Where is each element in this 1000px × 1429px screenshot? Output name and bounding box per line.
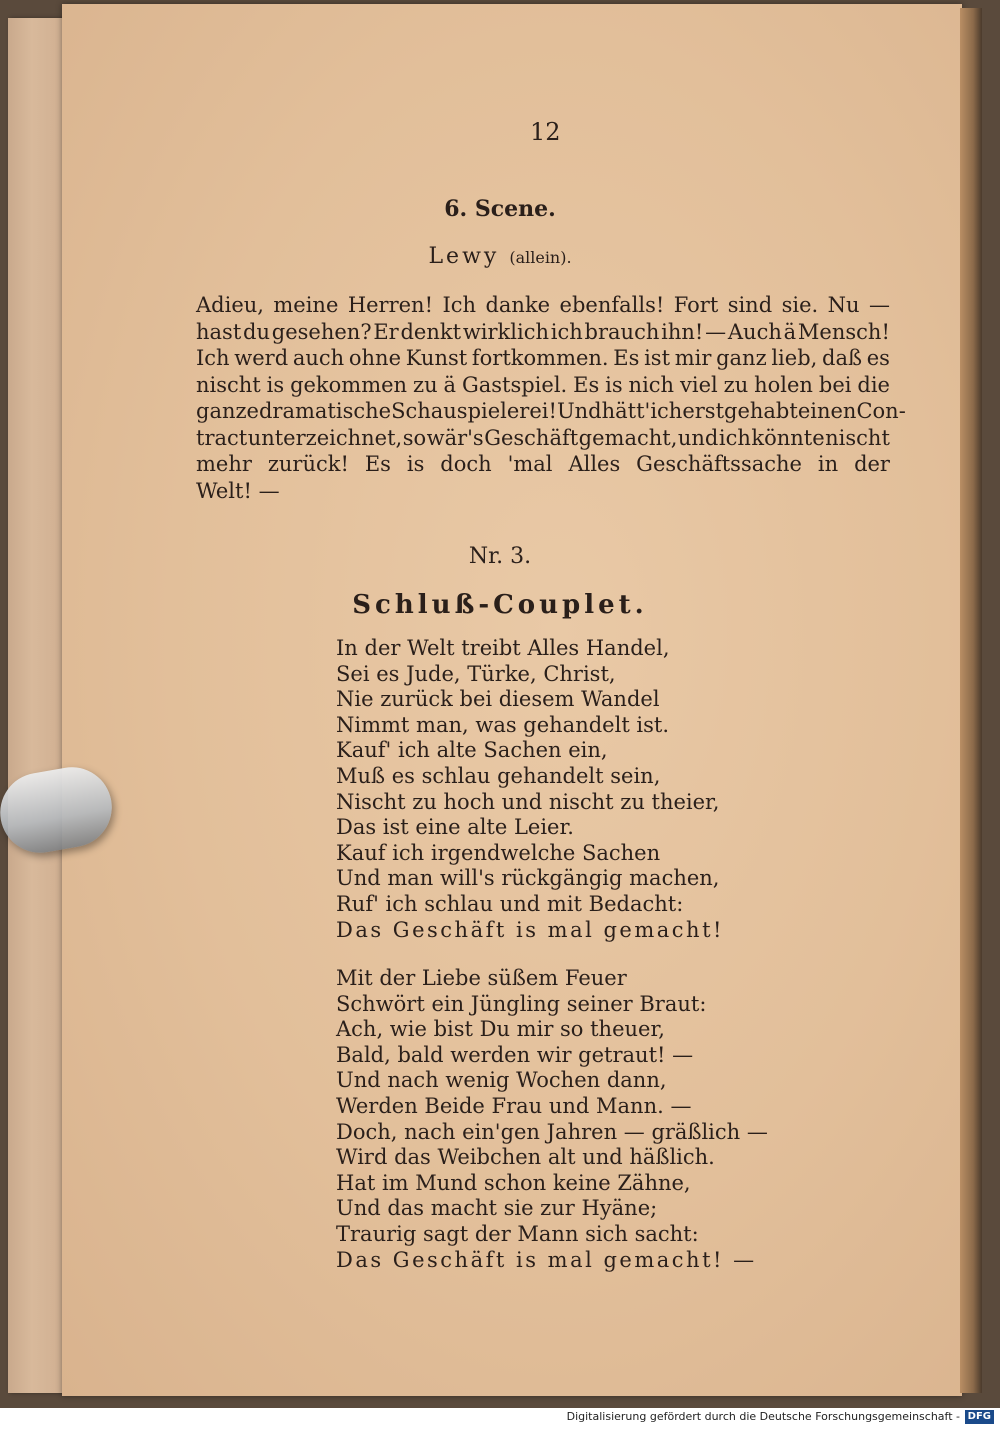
verse-line: Traurig sagt der Mann sich sacht: [336, 1221, 699, 1246]
verse-line: Ruf' ich schlau und mit Bedacht: [336, 891, 684, 916]
prose-word: danke [485, 293, 551, 317]
prose-word: Geschäft [484, 425, 579, 450]
verse-line: Kauf ich irgendwelche Sachen [336, 840, 661, 865]
page-stack-edge [8, 18, 68, 1393]
verse-line: Doch, nach ein'gen Jahren — gräßlich — [336, 1119, 768, 1144]
prose-word: zu [723, 372, 749, 397]
verse-line: Nimmt man, was gehandelt ist. [336, 712, 670, 737]
prose-word: die [857, 372, 890, 397]
prose-word: ihn! [661, 319, 704, 344]
prose-word: ganz [716, 346, 767, 370]
prose-word: Es [573, 372, 600, 397]
prose-line [196, 319, 890, 346]
verse-line: In der Welt treibt Alles Handel, [336, 636, 670, 660]
verse-line: Kauf' ich alte Sachen ein, [336, 738, 608, 763]
prose-word: brauch [584, 319, 660, 344]
prose-word: mehr [196, 452, 252, 476]
stanza-1 [336, 636, 724, 943]
prose-word: ich [550, 319, 583, 344]
monologue-paragraph [196, 292, 906, 504]
prose-word: erst [682, 399, 725, 423]
verse-line: Mit der Liebe süßem Feuer [336, 966, 627, 990]
prose-word: gesehen? [271, 319, 372, 344]
prose-word: denkt [400, 319, 462, 344]
prose-word: nischt [196, 372, 261, 397]
prose-word: Ich [196, 346, 230, 370]
verse-line: Wird das Weibchen alt und häßlich. [336, 1145, 715, 1170]
prose-line [196, 425, 890, 452]
prose-word: holen [754, 372, 813, 397]
prose-word: Auch [727, 319, 782, 344]
prose-word: ganze [196, 399, 259, 423]
prose-word: Schauspielerei! [391, 399, 557, 423]
prose-word: der [854, 452, 890, 476]
speaker-note: (allein). [509, 248, 572, 267]
prose-word: zu [413, 372, 438, 397]
prose-word: Geschäftssache [636, 452, 802, 476]
prose-word: Er [373, 319, 399, 344]
prose-word: einen [797, 399, 857, 423]
prose-word: ebenfalls! [559, 293, 665, 317]
verse-line: Bald, bald werden wir getraut! — [336, 1042, 694, 1067]
stanza-2 [336, 966, 768, 1273]
verse-line: Und das macht sie zur Hyäne; [336, 1196, 658, 1221]
verse-line: Sei es Jude, Türke, Christ, [336, 661, 616, 686]
prose-word: Ich [442, 293, 477, 317]
prose-word: es [866, 346, 890, 370]
prose-word: Nu [827, 293, 860, 317]
prose-word: auch [292, 346, 345, 370]
prose-word: ä [783, 319, 797, 344]
speaker-name: Lewy [428, 244, 500, 269]
prose-line [196, 372, 890, 399]
verse-line: Und nach wenig Wochen dann, [336, 1068, 667, 1093]
couplet-title: Schluß-Couplet. [352, 590, 648, 620]
prose-word: hast [196, 319, 242, 344]
verse-line: Schwört ein Jüngling seiner Braut: [336, 991, 707, 1016]
prose-word: wär's [426, 425, 484, 450]
number-title: Nr. 3. [468, 544, 532, 569]
prose-word: Herren! [347, 293, 434, 317]
prose-word: — [705, 319, 727, 344]
prose-word: ä [443, 372, 457, 397]
prose-word: könnte [751, 425, 825, 450]
prose-word: meine [273, 293, 339, 317]
verse-refrain: Das Geschäft is mal gemacht! [336, 917, 724, 942]
page-number: 12 [530, 118, 561, 146]
prose-line [196, 292, 890, 319]
prose-word: dramatische [258, 399, 392, 423]
prose-word: Adieu, [196, 293, 264, 317]
prose-word: tract [196, 425, 248, 450]
prose-word: wirklich [462, 319, 549, 344]
prose-word: is [266, 372, 285, 397]
prose-line [196, 345, 890, 372]
verse-line: Nischt zu hoch und nischt zu theier, [336, 789, 720, 814]
prose-word: nischt [825, 425, 890, 450]
prose-word: is [406, 452, 425, 476]
speaker-line [0, 244, 1000, 269]
prose-word: Con- [856, 399, 906, 423]
prose-word: so [402, 425, 427, 450]
prose-word: lieb, [771, 346, 818, 370]
verse-line: Hat im Mund schon keine Zähne, [336, 1170, 691, 1195]
digitization-credit: Digitalisierung gefördert durch die Deutsche Forschungsgemeinschaft - [566, 1410, 960, 1423]
prose-word: is [605, 372, 623, 397]
prose-word: doch [440, 452, 492, 476]
prose-line [196, 398, 906, 425]
prose-word: sie. [781, 293, 819, 317]
prose-word: gekommen [290, 372, 408, 397]
scene-title: 6. Scene. [444, 196, 556, 222]
prose-word: und [677, 425, 719, 450]
prose-word: gehabt [724, 399, 798, 423]
dfg-logo: DFG [965, 1410, 994, 1424]
verse-line: Das ist eine alte Leier. [336, 815, 574, 840]
prose-word: hätt' [601, 399, 651, 423]
prose-word: Mensch! [797, 319, 890, 344]
prose-word: viel [679, 372, 718, 397]
prose-word: gemacht, [578, 425, 678, 450]
prose-word: 'mal [507, 452, 553, 476]
prose-word: — [868, 293, 890, 317]
verse-line: Muß es schlau gehandelt sein, [336, 763, 661, 788]
prose-word: du [243, 319, 270, 344]
prose-word: daß [822, 346, 862, 370]
prose-word: ist [644, 346, 671, 370]
verse-refrain: Das Geschäft is mal gemacht! — [336, 1247, 757, 1272]
prose-word: fortkommen. [471, 346, 609, 370]
verse-line: Werden Beide Frau und Mann. — [336, 1093, 692, 1118]
prose-word: werd [234, 346, 289, 370]
prose-word: Alles [568, 452, 621, 476]
prose-word: Und [556, 399, 602, 423]
prose-word: mir [674, 346, 712, 370]
prose-word: zurück! [267, 452, 349, 476]
verse-line: Ach, wie bist Du mir so theuer, [336, 1017, 665, 1042]
prose-line: Welt! — [196, 478, 280, 503]
prose-word: Es [364, 452, 391, 476]
prose-line [196, 451, 890, 478]
verse-line: Und man will's rückgängig machen, [336, 866, 720, 891]
prose-word: bei [818, 372, 852, 397]
prose-word: Kunst [405, 346, 468, 370]
prose-word: unterzeichnet, [247, 425, 403, 450]
verse-line: Nie zurück bei diesem Wandel [336, 687, 660, 712]
prose-word: Gastspiel. [461, 372, 568, 397]
prose-word: in [817, 452, 839, 476]
prose-word: ich [650, 399, 683, 423]
prose-word: ich [718, 425, 751, 450]
prose-word: Es [613, 346, 640, 370]
prose-word: ohne [348, 346, 402, 370]
prose-word: sind [727, 293, 773, 317]
prose-word: Fort [673, 293, 719, 317]
prose-word: nich [628, 372, 675, 397]
